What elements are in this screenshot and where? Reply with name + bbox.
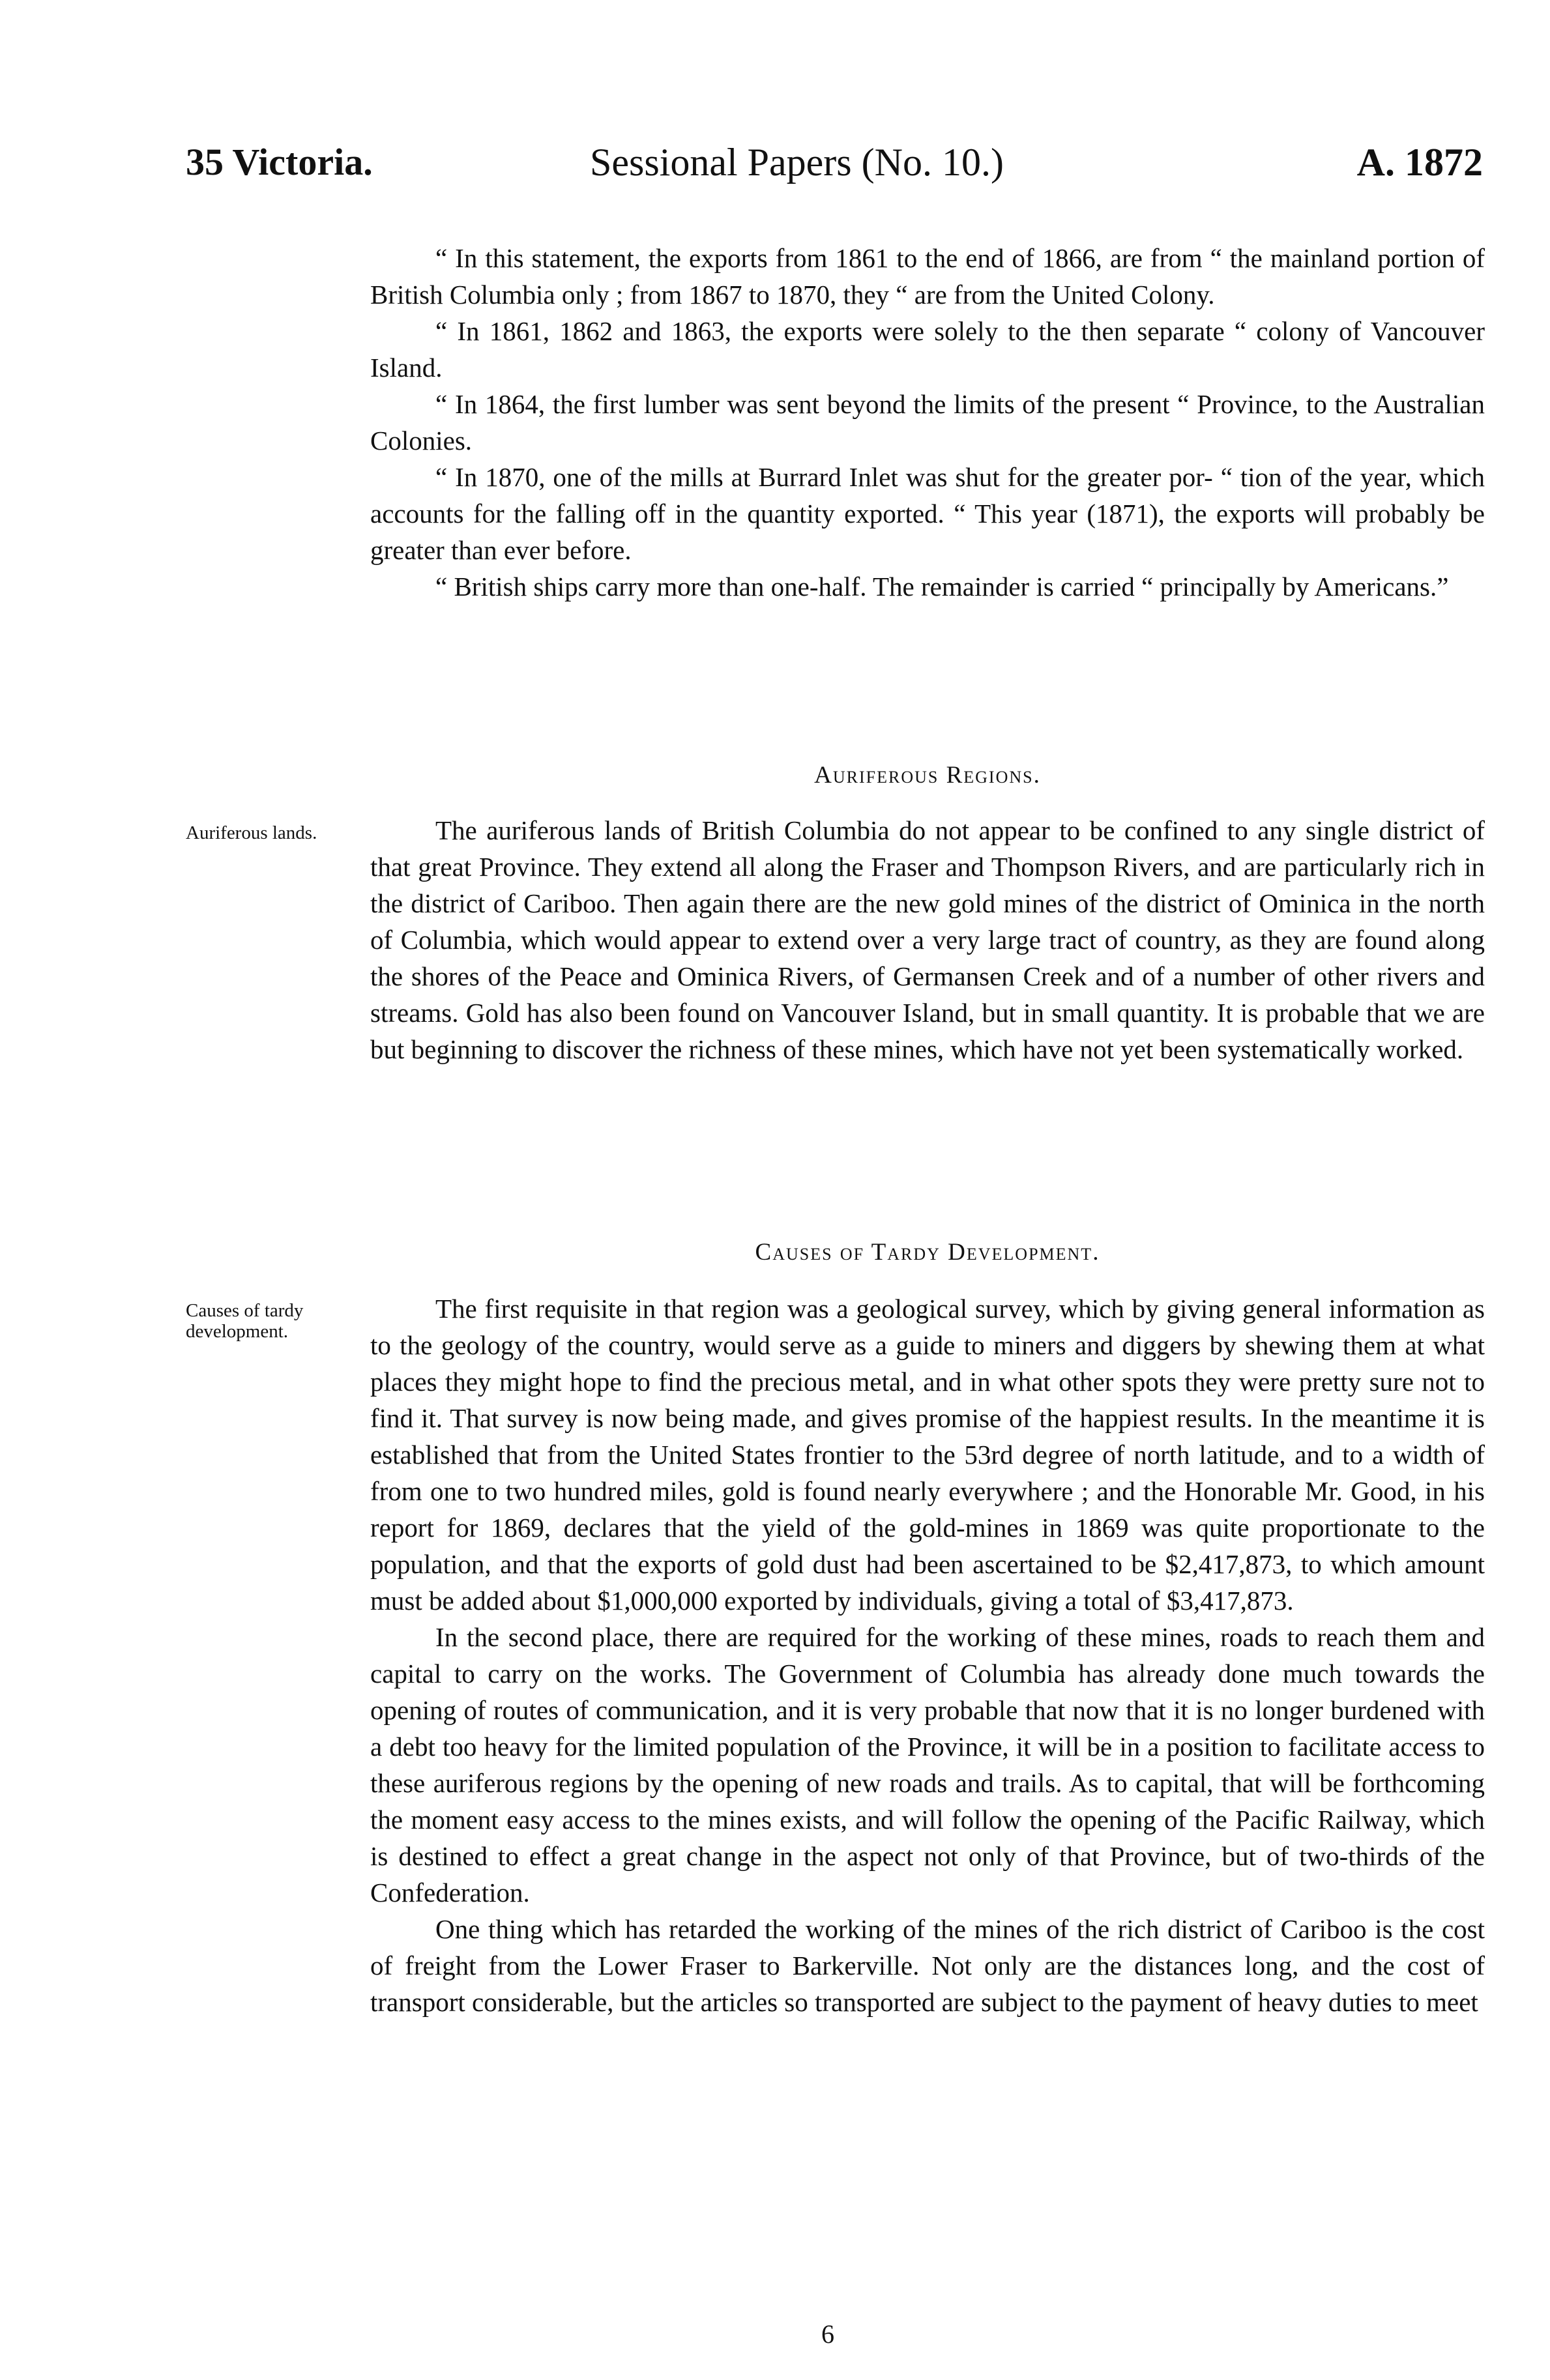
section-body-auriferous-regions — [370, 812, 1485, 1067]
quote-paragraph: “ British ships carry more than one-half. The remainder is carried “ principally by Americans.” — [435, 572, 1449, 602]
section-heading-auriferous-regions: Auriferous Regions. — [814, 762, 1041, 789]
body-paragraph: One thing which has retarded the working of the mines of the rich district of Cariboo is the cost of freight from the Lower Fraser to Barkerville. Not only are the distances long, and the cost of transport considerable, but the articles so transported are subject to the payment of heavy duties to meet — [370, 1914, 1485, 2017]
margin-note-tardy-development: Causes of tardy development. — [186, 1300, 304, 1342]
section-heading-tardy-development: Causes of Tardy Development. — [755, 1239, 1100, 1266]
quote-paragraph: “ In 1864, the first lumber was sent beyond the limits of the present “ Province, to the Australian Colonies. — [370, 389, 1485, 456]
running-header — [186, 140, 1483, 199]
body-paragraph: The auriferous lands of British Columbia do not appear to be confined to any single district of that great Province. They extend all along the Fraser and Thompson Rivers, and are particularly rich in the district of Cariboo. Then again there are the new gold mines of the district of Ominica in the north of Columbia, which would appear to extend over a very large tract of country, as they are found along the shores of the Peace and Ominica Rivers, of Germansen Creek and of a number of other rivers and streams. Gold has also been found on Vancouver Island, but in small quantity. It is probable that we are but beginning to discover the richness of these mines, which have not yet been systematically worked. — [370, 815, 1485, 1064]
quote-paragraph: “ In this statement, the exports from 1861 to the end of 1866, are from “ the mainland portion of British Columbia only ; from 1867 to 1870, they “ are from the United Colony. — [370, 243, 1485, 310]
body-paragraph: In the second place, there are required for the working of these mines, roads to reach them and capital to carry on the works. The Government of Columbia has already done much towards the opening of routes of communication, and it is very probable that now that it is no longer burdened with a debt too heavy for the limited population of the Province, it will be in a position to facilitate access to these auriferous regions by the opening of new roads and trails. As to capital, that will be forthcoming the moment easy access to the mines exists, and will follow the opening of the Pacific Railway, which is destined to effect a great change in the aspect not only of that Province, but of two-thirds of the Confederation. — [370, 1622, 1485, 1908]
page-number: 6 — [821, 2319, 834, 2349]
body-paragraph: The first requisite in that region was a geological survey, which by giving general information as to the geology of the country, would serve as a guide to miners and diggers by shewing them at what places they might hope to find the precious metal, and in what other spots they were pretty sure not to find it. That survey is now being made, and gives promise of the happiest results. In the meantime it is established that from the United States frontier to the 53rd degree of north latitude, and to a width of from one to two hundred miles, gold is found nearly everywhere ; and the Honorable Mr. Good, in his report for 1869, declares that the yield of the gold-mines in 1869 was quite proportionate to the population, and that the exports of gold dust had been ascertained to be $2,417,873, to which amount must be added about $1,000,000 exported by individuals, giving a total of $3,417,873. — [370, 1294, 1485, 1616]
quoted-statement — [370, 240, 1485, 605]
quote-paragraph: “ In 1870, one of the mills at Burrard Inlet was shut for the greater por- “ tion of the year, which accounts for the falling off in the quantity exported. “ This year (1871), the exports will probably be greater than ever before. — [370, 462, 1485, 565]
margin-note-auriferous-lands: Auriferous lands. — [186, 822, 317, 843]
header-title: Sessional Papers (No. 10.) — [590, 141, 1004, 184]
header-year: A. 1872 — [1356, 141, 1483, 184]
section-body-tardy-development — [370, 1290, 1485, 2020]
quote-paragraph: “ In 1861, 1862 and 1863, the exports were solely to the then separate “ colony of Vancouver Island. — [370, 316, 1485, 383]
header-session: 35 Victoria. — [186, 141, 373, 183]
